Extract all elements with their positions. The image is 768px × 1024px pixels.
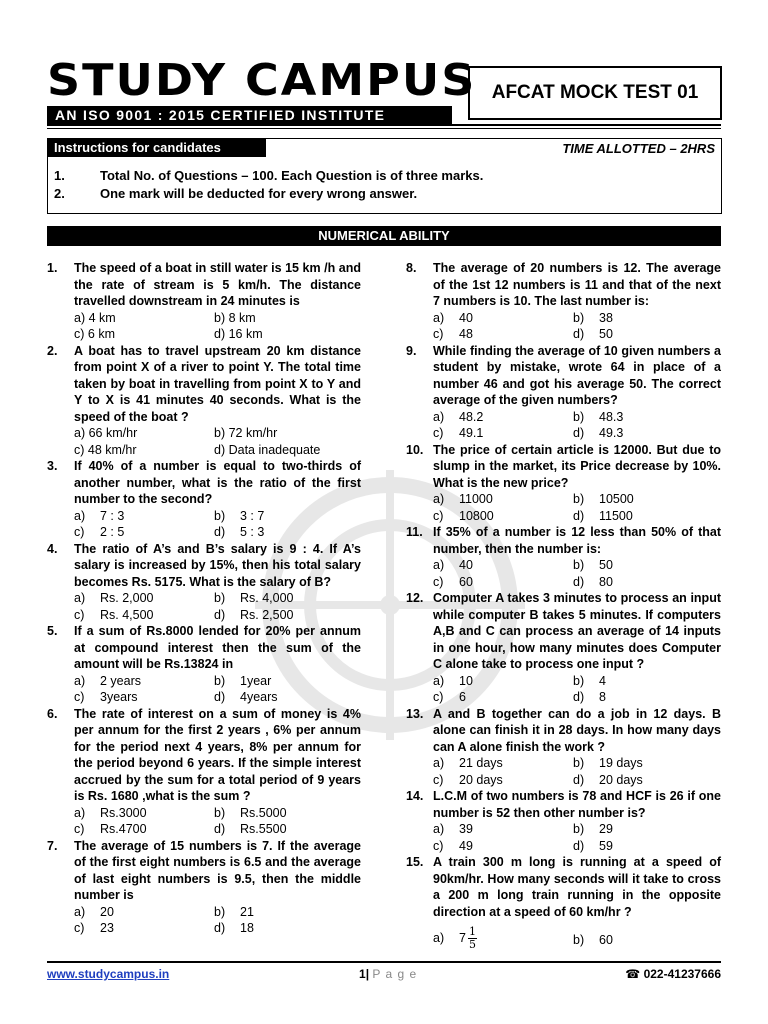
option: [433, 838, 573, 855]
option-text: 18: [240, 921, 254, 935]
question-text: If 35% of a number is 12 less than 50% of that number, then the number is:: [433, 525, 721, 556]
header-divider-thin: [47, 128, 721, 129]
option-text: Data inadequate: [228, 442, 321, 457]
option-text: 59: [599, 838, 613, 853]
question: [47, 343, 361, 459]
option-letter: d): [573, 327, 585, 341]
option-text: 48 km/hr: [87, 442, 137, 457]
question-number: 4.: [47, 541, 58, 556]
question-number: 8.: [406, 261, 417, 275]
option: [433, 926, 573, 951]
option-letter: d): [573, 508, 585, 523]
instruction-number: 1.: [54, 168, 65, 183]
question-text: The average of 20 numbers is 12. The average of the 1st 12 numbers is 11 and that of the next 7 numbers is 10. The last number is:: [433, 261, 721, 308]
question-text: The average of 15 numbers is 7. If the average of the first eight numbers is 6.5 and the average of last eight numbers is 9.5, then the middle number is: [74, 838, 361, 902]
option-letter: a): [433, 822, 445, 836]
option: [74, 805, 214, 822]
question-text: A and B together can do a job in 12 days. B alone can finish it in 28 days. In how many days can A alone finish the work ?: [433, 706, 721, 754]
options: [433, 409, 721, 442]
option: [74, 524, 214, 541]
option-text: 49: [459, 838, 473, 853]
time-allotted: TIME ALLOTTED – 2HRS: [562, 141, 715, 156]
test-title: AFCAT MOCK TEST 01: [468, 66, 722, 120]
option: [214, 821, 361, 838]
option: [433, 326, 573, 343]
option: [433, 557, 573, 574]
question-text: A train 300 m long is running at a speed of 90km/hr. How many seconds will it take to cross a 200 m long train running in the opposite direction at a speed of 60 km/hr ?: [433, 855, 721, 919]
option: [433, 508, 573, 525]
question: [406, 706, 721, 789]
option: [573, 310, 721, 327]
option: [214, 425, 361, 442]
option-letter: b): [573, 933, 585, 947]
option: [74, 673, 214, 690]
option-text: 49.3: [599, 426, 624, 440]
option-text: 4: [599, 673, 606, 688]
option-text: 21 days: [459, 756, 503, 770]
option: [74, 590, 214, 607]
option-text: 2 years: [100, 673, 141, 688]
option: [573, 838, 721, 855]
option-text: 20: [100, 904, 114, 919]
options: [433, 557, 721, 590]
option-text: 16 km: [228, 327, 263, 341]
option-letter: d): [214, 442, 226, 457]
question: [47, 623, 361, 706]
option-text: 40: [459, 558, 473, 572]
option-letter: b): [573, 409, 585, 424]
options: [74, 805, 361, 838]
option: [573, 926, 721, 951]
option-text: 60: [599, 933, 613, 947]
option: [573, 491, 721, 508]
option: [214, 689, 361, 706]
question-number: 11.: [406, 525, 423, 539]
options: [433, 673, 721, 706]
option: [433, 425, 573, 442]
option-letter: c): [74, 921, 85, 935]
option: [573, 673, 721, 690]
option-text: 7 : 3: [100, 508, 125, 523]
question-number: 13.: [406, 706, 424, 721]
question-text: A boat has to travel upstream 20 km distance from point X of a river to point Y. The total time taken by boat in travelling from point X to Y and Y to X is 41 minutes 40 seconds. What is the speed of the boat ?: [74, 343, 361, 424]
option-letter: a): [433, 492, 445, 506]
footer-phone: ☎ 022-41237666: [625, 967, 721, 981]
option-letter: b): [573, 492, 585, 506]
option-text: 7: [459, 930, 466, 945]
option: [74, 442, 214, 459]
question: [47, 260, 361, 343]
option-text: Rs. 4,500: [100, 607, 154, 622]
section-title: NUMERICAL ABILITY: [47, 226, 721, 246]
option-letter: d): [214, 607, 226, 622]
option-text: 48.3: [599, 409, 624, 424]
question-number: 5.: [47, 624, 58, 638]
option-letter: b): [573, 558, 585, 572]
question: [406, 590, 721, 706]
question-text: The price of certain article is 12000. But due to slump in the market, its Price decrease by 10%. What is the new price?: [433, 442, 721, 490]
option-text: 3 : 7: [240, 508, 265, 523]
option-letter: c): [433, 327, 444, 341]
option: [74, 508, 214, 525]
option: [214, 508, 361, 525]
option-letter: c): [74, 690, 85, 704]
question-number: 10.: [406, 442, 424, 457]
question-text: The ratio of A’s and B’s salary is 9 : 4. If A’s salary is increased by 15%, then his total salary becomes Rs. 5175. What is the salary of B?: [74, 541, 361, 589]
question: [47, 706, 361, 838]
option: [433, 755, 573, 772]
option-letter: a): [74, 805, 86, 820]
option: [214, 524, 361, 541]
option: [573, 326, 721, 343]
option: [214, 673, 361, 690]
question: [406, 854, 721, 951]
options: [74, 310, 361, 343]
option-text: Rs. 2,500: [240, 607, 294, 622]
instruction-line: [54, 186, 417, 201]
option-letter: c): [74, 525, 85, 539]
question-text: The rate of interest on a sum of money is 4% per annum for the first 2 years , 6% per annum for the period next 4 years, 8% per annum for the period beyond 6 years. If the simple interest accrued by the sum for a total period of 9 years is Rs. 1680 ,what is the sum ?: [74, 706, 361, 803]
options: [433, 491, 721, 524]
option-letter: a): [74, 904, 86, 919]
option-text: 21: [240, 904, 254, 919]
instruction-line: [54, 168, 483, 183]
question-number: 2.: [47, 343, 58, 358]
option-letter: a): [433, 310, 445, 325]
option: [573, 557, 721, 574]
option-letter: a): [74, 591, 86, 605]
option: [214, 442, 361, 459]
option: [433, 673, 573, 690]
option-text: 72 km/hr: [228, 426, 278, 440]
fraction-denominator: 5: [468, 938, 476, 951]
page-separator: |: [365, 967, 370, 981]
options: [433, 926, 721, 951]
option-text: Rs. 2,000: [100, 591, 154, 605]
option-letter: a): [74, 310, 86, 325]
option-letter: c): [433, 508, 444, 523]
question-text: While finding the average of 10 given numbers a student by mistake, wrote 64 in place of a number 46 and got his average 50. The correct average of the given numbers?: [433, 343, 721, 407]
option-letter: d): [214, 690, 226, 704]
option-letter: a): [433, 756, 445, 770]
option-text: 49.1: [459, 426, 484, 440]
instruction-number: 2.: [54, 186, 65, 201]
option-text: 20 days: [459, 772, 503, 787]
option-letter: c): [74, 442, 85, 457]
option-text: 29: [599, 822, 613, 836]
option-text: 11000: [459, 492, 493, 506]
option-text: 23: [100, 921, 114, 935]
option-text: 40: [459, 310, 473, 325]
option: [573, 689, 721, 706]
brand-tagline: AN ISO 9001 : 2015 CERTIFIED INSTITUTE: [47, 106, 452, 124]
option-text: Rs.4700: [100, 822, 147, 836]
option-letter: b): [214, 310, 226, 325]
option: [214, 607, 361, 624]
option-text: 4 km: [88, 310, 116, 325]
option-letter: b): [214, 591, 226, 605]
question-number: 9.: [406, 343, 417, 358]
fraction-numerator: 1: [468, 925, 476, 938]
option-letter: c): [433, 574, 444, 589]
option: [433, 689, 573, 706]
option-letter: b): [214, 426, 226, 440]
option-letter: b): [214, 673, 226, 688]
option-text: 6 km: [87, 327, 115, 341]
option: [214, 904, 361, 921]
option-text: Rs.5000: [240, 805, 287, 820]
option-letter: d): [214, 327, 226, 341]
option-text: 50: [599, 327, 613, 341]
option-text: 20 days: [599, 772, 643, 787]
option: [433, 574, 573, 591]
page-footer: [47, 961, 721, 983]
option-text: 3years: [100, 690, 138, 704]
question-number: 15.: [406, 855, 424, 869]
page-num: 1: [359, 967, 366, 981]
option: [74, 689, 214, 706]
option-letter: a): [433, 558, 445, 572]
question: [47, 458, 361, 541]
options: [433, 821, 721, 854]
question-number: 14.: [406, 789, 424, 803]
option: [74, 920, 214, 937]
option-letter: a): [74, 426, 86, 440]
option-letter: b): [214, 805, 226, 820]
question-text: If a sum of Rs.8000 lended for 20% per annum at compound interest then the sum of the amount will be Rs.13824 in: [74, 624, 361, 671]
option: [573, 821, 721, 838]
options: [74, 904, 361, 937]
questions-left-column: [47, 260, 361, 937]
instruction-text: Total No. of Questions – 100. Each Question is of three marks.: [100, 168, 484, 183]
option-letter: d): [214, 921, 226, 935]
option-letter: c): [433, 838, 444, 853]
option-text: 10500: [599, 492, 634, 506]
option: [433, 310, 573, 327]
brand-logo: [47, 54, 477, 124]
option: [573, 772, 721, 789]
option-letter: c): [74, 327, 85, 341]
option: [573, 425, 721, 442]
option-letter: d): [573, 772, 585, 787]
option-text: 60: [459, 574, 473, 589]
option: [214, 326, 361, 343]
question: [406, 442, 721, 525]
option: [74, 904, 214, 921]
question-number: 1.: [47, 261, 58, 275]
question-number: 7.: [47, 838, 58, 853]
option-letter: b): [573, 310, 585, 325]
options: [74, 590, 361, 623]
option-text: 48: [459, 327, 473, 341]
option-letter: d): [573, 574, 585, 589]
brand-title: STUDY CAMPUS: [47, 54, 477, 106]
option: [214, 310, 361, 327]
question-text: Computer A takes 3 minutes to process an input while computer B takes 5 minutes. If computers A,B and C can process an average of 14 inputs in one hour, how many minutes does Computer C alone take to process one input ?: [433, 591, 721, 671]
option-text: 39: [459, 822, 473, 836]
option: [573, 574, 721, 591]
option: [573, 409, 721, 426]
option: [214, 920, 361, 937]
option-text: 66 km/hr: [88, 426, 138, 440]
option-letter: d): [573, 838, 585, 853]
option: [74, 326, 214, 343]
option: [573, 755, 721, 772]
option-text: 6: [459, 690, 466, 704]
question: [406, 260, 721, 343]
option: [74, 425, 214, 442]
option-letter: b): [573, 756, 585, 770]
option-letter: a): [74, 508, 86, 523]
option-text: 2 : 5: [100, 525, 125, 539]
option: [74, 310, 214, 327]
question-number: 12.: [406, 591, 424, 605]
option-text: 50: [599, 558, 613, 572]
instructions-heading: Instructions for candidates: [48, 139, 266, 157]
option: [74, 821, 214, 838]
option-letter: d): [214, 525, 226, 539]
option-letter: d): [573, 426, 585, 440]
option-text: 80: [599, 574, 613, 589]
question-text: The speed of a boat in still water is 15 km /h and the rate of stream is 5 km/h. The distance travelled downstream in 24 minutes is: [74, 261, 361, 308]
option-text: 1year: [240, 673, 272, 688]
option-text: Rs. 4,000: [240, 591, 294, 605]
option-text: 19 days: [599, 756, 643, 770]
option-text: 10: [459, 673, 473, 688]
option-letter: b): [573, 822, 585, 836]
option-text: 5 : 3: [240, 525, 265, 539]
instruction-text: One mark will be deducted for every wrong answer.: [100, 186, 418, 201]
option-text: 8: [599, 690, 606, 704]
option-letter: b): [214, 904, 226, 919]
option-fraction: [468, 926, 477, 951]
option-letter: d): [214, 822, 226, 836]
option-text: 48.2: [459, 409, 484, 424]
option-letter: c): [433, 426, 444, 440]
option: [74, 607, 214, 624]
option-letter: a): [74, 673, 86, 688]
header-divider: [47, 124, 721, 126]
option-letter: d): [573, 690, 585, 704]
question: [406, 343, 721, 442]
footer-website-link[interactable]: www.studycampus.in: [47, 967, 170, 981]
question: [47, 838, 361, 937]
option: [573, 508, 721, 525]
question-text: If 40% of a number is equal to two-thirds of another number, what is the ratio of the first number to the second?: [74, 459, 361, 506]
option-text: 10800: [459, 508, 494, 523]
question-number: 6.: [47, 706, 58, 721]
option-text: Rs.3000: [100, 805, 147, 820]
options: [74, 508, 361, 541]
options: [433, 310, 721, 343]
option-letter: c): [74, 822, 85, 836]
option-letter: b): [573, 673, 585, 688]
options: [433, 755, 721, 788]
questions-right-column: [406, 260, 721, 951]
option-text: 4years: [240, 690, 278, 704]
question-text: L.C.M of two numbers is 78 and HCF is 26 if one number is 52 then other number is?: [433, 789, 721, 820]
question: [406, 524, 721, 590]
option-text: Rs.5500: [240, 822, 287, 836]
footer-page-number: [359, 967, 417, 981]
option-text: 8 km: [228, 310, 256, 325]
option: [433, 491, 573, 508]
option: [433, 409, 573, 426]
option-text: 38: [599, 310, 613, 325]
option: [214, 590, 361, 607]
question: [406, 788, 721, 854]
option: [433, 772, 573, 789]
question-number: 3.: [47, 459, 58, 473]
option: [214, 805, 361, 822]
option-letter: c): [74, 607, 85, 622]
option-letter: b): [214, 508, 226, 523]
option-text: 11500: [599, 508, 633, 523]
question: [47, 541, 361, 624]
option-letter: a): [433, 930, 445, 945]
instructions-box: [47, 138, 722, 214]
option-letter: c): [433, 690, 444, 704]
option: [433, 821, 573, 838]
option-letter: a): [433, 409, 445, 424]
option-letter: c): [433, 772, 444, 787]
option-letter: a): [433, 673, 445, 688]
options: [74, 673, 361, 706]
options: [74, 425, 361, 458]
page-word: P a g e: [372, 967, 418, 981]
